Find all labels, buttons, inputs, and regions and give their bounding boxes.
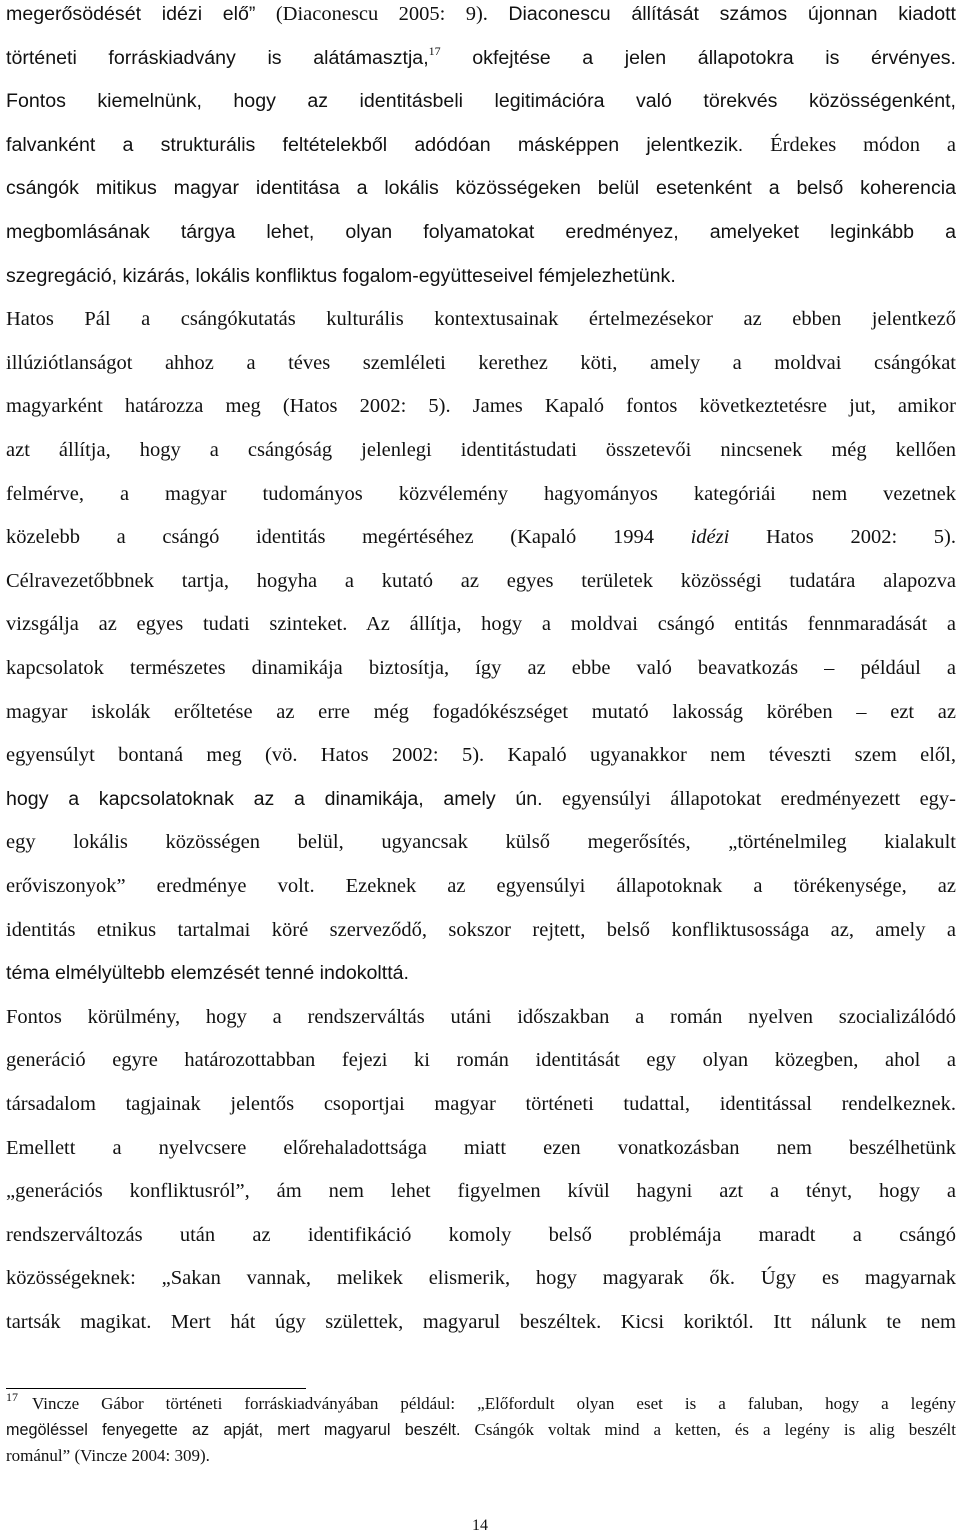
text-run: „generációs konfliktusról”, ám nem lehet figyelmen kívül hagyni azt a tényt, hogy a <box>6 1180 956 1202</box>
text-run: egy lokális közösségen belül, ugyancsak külső megerősítés, „történelmileg kialakult <box>6 831 956 853</box>
text-run: illúziótlanságot ahhoz a téves szemléleti kerethez köti, amely a moldvai csángókat <box>6 352 956 374</box>
text-run: Diaconescu állítását számos újonnan kiadott <box>508 3 956 25</box>
body-line <box>6 873 956 899</box>
text-run: megerősödését idézi elő” <box>6 3 256 25</box>
body-line <box>6 306 956 332</box>
body-line <box>6 699 956 725</box>
text-run: idézi <box>690 526 730 548</box>
body-line <box>6 1047 956 1073</box>
text-run: rendszerváltozás után az identifikáció komoly belső problémája maradt a csángó <box>6 1224 956 1246</box>
text-run: falvanként a strukturális feltételekből adódóan másképpen jelentkezik. <box>6 134 744 156</box>
body-line <box>6 219 956 245</box>
footnote-line <box>6 1393 956 1415</box>
body-line <box>6 393 956 419</box>
body-line <box>6 917 956 943</box>
text-run: téma elmélyültebb elemzését tenné indokolttá. <box>6 962 409 984</box>
text-run: felmérve, a magyar tudományos közvélemény hagyományos kategóriái nem vezetnek <box>6 483 956 505</box>
text-run: románul” (Vincze 2004: 309). <box>6 1446 210 1465</box>
body-line <box>6 611 956 637</box>
footnote-line <box>6 1445 956 1467</box>
text-run: egyensúlyi állapotokat eredményezett egy- <box>542 788 956 810</box>
text-run: erőviszonyok” eredménye volt. Ezeknek az egyensúlyi állapotoknak a törékenysége, az <box>6 875 956 897</box>
footnote-separator <box>6 1388 306 1389</box>
text-run: okfejtése a jelen állapotokra is érvényes. <box>440 47 956 69</box>
text-run: Célravezetőbbnek tartja, hogyha a kutató az egyes területek közösségi tudatára alapozva <box>6 570 956 592</box>
text-run: identitás etnikus tartalmai köré szerveződő, sokszor rejtett, belső konfliktusossága az, amely a <box>6 919 956 941</box>
text-run: csángók mitikus magyar identitása a lokális közösségeken belül esetenként a belső koherencia <box>6 177 956 199</box>
text-run: Csángók voltak mind a ketten, és a legény is alig beszélt <box>460 1420 956 1439</box>
text-run: Hatos Pál a csángókutatás kulturális kontextusainak értelmezésekor az ebben jelentkező <box>6 308 956 330</box>
text-run: magyarként határozza meg (Hatos 2002: 5). James Kapaló fontos következtetésre jut, amikor <box>6 395 956 417</box>
text-run: magyar iskolák erőltetése az erre még fogadókészséget mutató lakosság körében – ezt az <box>6 701 956 723</box>
text-run: szegregáció, kizárás, lokális konfliktus fogalom-együtteseivel fémjelezhetünk. <box>6 265 676 287</box>
text-run: Fontos kiemelnünk, hogy az identitásbeli legitimációra való törekvés közösségenként, <box>6 90 956 112</box>
text-run: kapcsolatok természetes dinamikája biztosítja, így az ebbe való beavatkozás – például a <box>6 657 956 679</box>
body-line <box>6 829 956 855</box>
body-line <box>6 437 956 463</box>
body-line <box>6 350 956 376</box>
body-line <box>6 263 956 289</box>
body-line <box>6 88 956 114</box>
body-line <box>6 132 956 158</box>
text-run: Érdekes módon a <box>743 134 956 156</box>
body-line <box>6 786 956 812</box>
text-run: történeti forráskiadvány is alátámasztja, <box>6 47 429 69</box>
body-line <box>6 568 956 594</box>
text-run: megöléssel fenyegette az apját, mert magyarul beszélt. <box>6 1421 461 1439</box>
text-run: Emellett a nyelvcsere előrehaladottsága miatt ezen vonatkozásban nem beszélhetünk <box>6 1137 956 1159</box>
text-run: Vincze Gábor történeti forráskiadványában például: „Előfordult olyan eset is a faluban, hogy a legény <box>32 1394 956 1413</box>
text-run: hogy a kapcsolatoknak az a dinamikája, amely ún. <box>6 788 543 810</box>
body-line <box>6 45 956 71</box>
text-run: generáció egyre határozottabban fejezi ki román identitását egy olyan közegben, ahol a <box>6 1049 956 1071</box>
page-number: 14 <box>472 1517 488 1534</box>
text-run: tartsák magikat. Mert hát úgy születtek, magyarul beszéltek. Kicsi koriktól. Itt nálunk te nem <box>6 1311 956 1333</box>
footnote-line <box>6 1419 956 1441</box>
body-line <box>6 1 956 27</box>
body-line <box>6 1265 956 1291</box>
text-run: azt állítja, hogy a csángóság jelenlegi identitástudati összetevői nincsenek még kellően <box>6 439 956 461</box>
body-line <box>6 1004 956 1030</box>
body-line <box>6 1222 956 1248</box>
text-run: (Diaconescu 2005: 9). <box>255 3 509 25</box>
body-line <box>6 481 956 507</box>
body-line <box>6 524 956 550</box>
body-line <box>6 1309 956 1335</box>
text-run: közelebb a csángó identitás megértéséhez (Kapaló 1994 <box>6 526 691 548</box>
body-line <box>6 175 956 201</box>
body-line <box>6 1091 956 1117</box>
text-run: egyensúlyt bontaná meg (vö. Hatos 2002: 5). Kapaló ugyanakkor nem téveszti szem elől, <box>6 744 956 766</box>
text-run: Fontos körülmény, hogy a rendszerváltás utáni időszakban a román nyelven szocializálódó <box>6 1006 956 1028</box>
text-run: társadalom tagjainak jelentős csoportjai magyar történeti tudattal, identitással rendelkeznek. <box>6 1093 956 1115</box>
footnote-ref: 17 <box>6 1393 18 1404</box>
body-line <box>6 742 956 768</box>
body-line <box>6 1178 956 1204</box>
text-run: vizsgálja az egyes tudati szinteket. Az állítja, hogy a moldvai csángó entitás fennmaradását a <box>6 613 956 635</box>
body-line <box>6 655 956 681</box>
text-run: közösségeknek: „Sakan vannak, melikek elismerik, hogy magyarak ők. Úgy es magyarnak <box>6 1267 956 1289</box>
text-run: Hatos 2002: 5). <box>729 526 956 548</box>
body-line <box>6 1135 956 1161</box>
text-run: megbomlásának tárgya lehet, olyan folyamatokat eredményez, amelyeket leginkább a <box>6 221 956 243</box>
body-line <box>6 960 956 986</box>
footnote-ref: 17 <box>428 45 441 58</box>
